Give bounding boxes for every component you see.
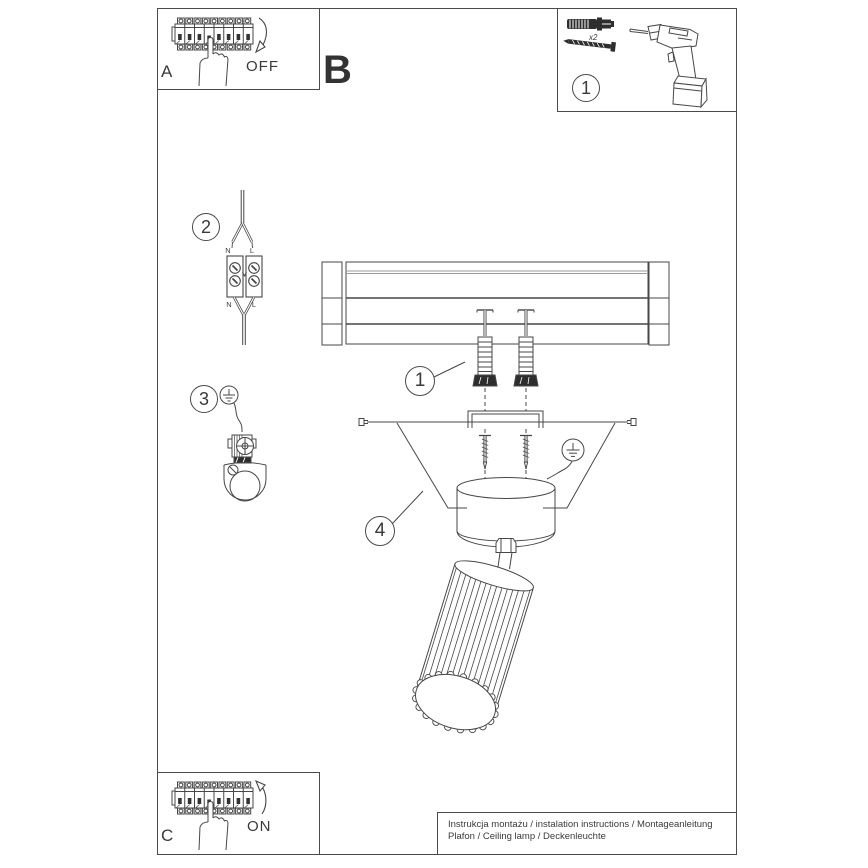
drill-icon [630,25,707,108]
canopy-icon [457,478,555,548]
wire-label-n-bottom: N [226,300,232,309]
dowel-quantity-label: x2 [589,33,598,42]
breaker-panel-off-illustration [172,14,272,92]
centerlines [485,388,526,484]
mounting-bracket-icon [468,411,543,428]
step-4-leader [392,491,423,524]
breaker-panel-on-illustration [172,778,272,856]
step-1-leader [434,362,465,377]
ceiling-profile-icon [322,262,669,345]
ground-symbol-icon [220,386,238,404]
section-c-label: C [161,826,174,845]
anchor-screw-right [518,310,534,336]
anchor-screw-left [477,310,493,336]
ground-symbol-icon [562,439,584,461]
wire-label-n-top: N [225,246,231,255]
footer-line-2: Plafon / Ceiling lamp / Deckenleuchte [448,831,606,842]
step-2-number: 2 [192,213,220,241]
wiring-illustration [188,185,268,350]
parts-step-number: 1 [572,74,600,102]
grounding-illustration [188,382,273,507]
side-screws [359,419,636,426]
wall-plug-icon [567,18,614,31]
spot-lamp-icon [404,554,539,743]
section-a-label: A [161,62,173,81]
breaker-off-state: OFF [246,58,279,75]
mounting-plate-icon [224,463,266,502]
wire-label-l-bottom: L [251,300,257,309]
ground-terminal-icon [228,435,256,463]
wood-screw-right [520,436,532,470]
wire-label-l-top: L [249,246,255,255]
footer-title-block [437,812,737,855]
ground-wire [547,462,572,480]
arrow-down-icon [256,18,266,52]
breaker-on-state: ON [247,818,272,835]
wood-screw-left [479,436,491,470]
arrow-up-icon [256,781,266,814]
swivel-joint [496,539,516,572]
section-b-label: B [323,48,352,92]
step-1-number: 1 [405,366,435,396]
assembly-illustration [315,255,680,737]
ground-wire [234,403,242,432]
footer-line-1: Instrukcja montażu / instalation instructions / Montageanleitung [448,819,713,830]
step-4-number: 4 [365,516,395,546]
terminal-block-icon [225,190,262,345]
step-3-number: 3 [190,385,218,413]
